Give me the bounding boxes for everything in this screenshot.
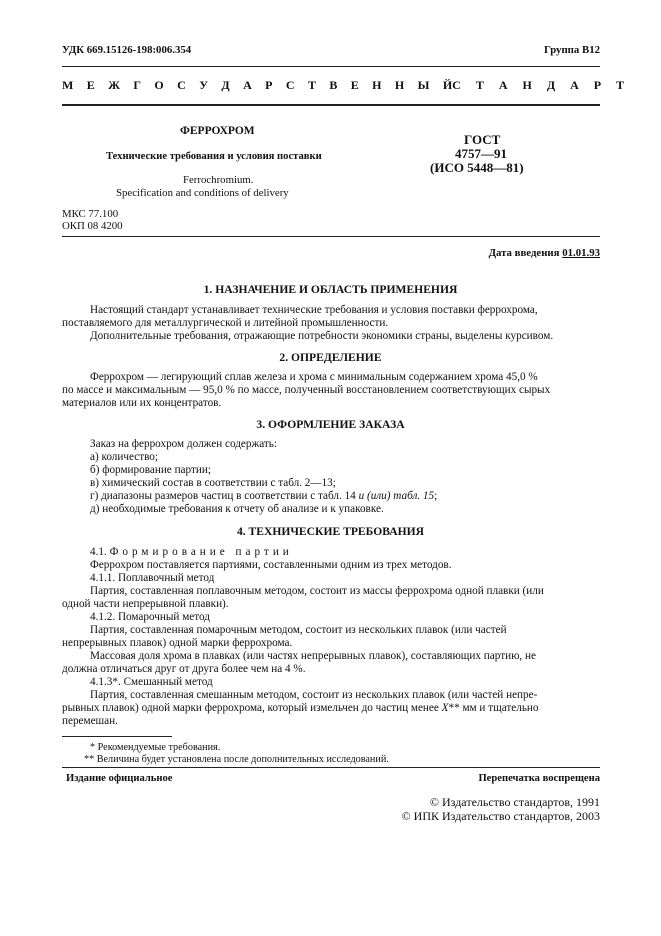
section-3-title: 3. ОФОРМЛЕНИЕ ЗАКАЗА (256, 418, 405, 431)
s4-413-line-2-text: рывных плавок) одной марки феррохрома, который измельчен до частиц менее (62, 702, 442, 714)
banner-letter: Д (546, 78, 556, 92)
banner-letter: В (329, 78, 338, 92)
banner-letter: А (570, 78, 579, 92)
section-4-title: 4. ТЕХНИЧЕСКИЕ ТРЕБОВАНИЯ (236, 525, 425, 538)
banner-letter: Е (350, 78, 359, 92)
s4-413-heading: 4.1.3*. Смешанный метод (90, 676, 213, 688)
banner-letter: Н (372, 78, 382, 92)
title-ru: ФЕРРОХРОМ (180, 125, 255, 137)
banner-letter: Т (616, 78, 625, 92)
title-rule (62, 236, 600, 237)
banner-letter: С (177, 78, 186, 92)
banner-letter: О (154, 78, 164, 92)
s2-paragraph-line-1: Феррохром — легирующий сплав железа и хрома с минимальным содержанием хрома 45,0 % (90, 371, 538, 383)
s2-paragraph-line-3: материалов или их концентратов. (62, 397, 222, 409)
banner-letter: М (62, 78, 74, 92)
s4-411-heading: 4.1.1. Поплавочный метод (90, 572, 215, 584)
footnote-1: * Рекомендуемые требования. (90, 742, 221, 753)
banner-letter: А (498, 78, 508, 92)
mks-code: МКС 77.100 (62, 208, 119, 220)
footnote-rule (62, 736, 172, 737)
subtitle-en: Specification and conditions of delivery (116, 187, 289, 199)
gost-number: 4757—91 (455, 146, 507, 161)
s4-41-text: Феррохром поставляется партиями, составленными одним из трех методов. (90, 559, 452, 571)
banner-letter: Н (394, 78, 405, 92)
s4-41-heading (90, 546, 293, 560)
s4-413-line-1: Партия, составленная смешанным методом, состоит из нескольких плавок (или частей непре- (90, 689, 538, 701)
s3-item-g-text: г) диапазоны размеров частиц в соответствии с табл. 14 (90, 490, 359, 502)
banner-letter: Й (442, 78, 453, 92)
s3-item-g-end: ; (434, 490, 438, 502)
banner-letter: Д (221, 78, 230, 92)
udk-code: УДК 669.15126-198:006.354 (62, 44, 192, 56)
official-edition: Издание официальное (66, 773, 173, 784)
banner-letter: С (285, 78, 295, 92)
okp-code: ОКП 08 4200 (62, 220, 123, 232)
gost-label: ГОСТ (464, 132, 501, 147)
banner-letter: Р (265, 78, 273, 92)
banner-rule (62, 104, 600, 106)
banner-letter: Т (475, 78, 484, 92)
effective-date-value: 01.01.93 (562, 247, 600, 259)
banner-right (452, 79, 624, 93)
s3-item-d: д) необходимые требования к отчету об анализе и к упаковке. (90, 503, 384, 515)
banner-letter: Р (593, 78, 602, 92)
s4-412-line-3: Массовая доля хрома в плавках (или частях непрерывных плавок), составляющих партию, не (90, 650, 536, 662)
iso-number: (ИСО 5448—81) (430, 160, 524, 175)
banner-left (62, 79, 452, 93)
s4-413-line-2-end: ** мм и тщательно (448, 702, 539, 714)
s4-413-line-3: перемешан. (62, 715, 118, 727)
section-1-title: 1. НАЗНАЧЕНИЕ И ОБЛАСТЬ ПРИМЕНЕНИЯ (203, 283, 458, 296)
s4-412-heading: 4.1.2. Помарочный метод (90, 611, 210, 623)
banner-letter: Т (307, 78, 316, 92)
section-2-title: 2. ОПРЕДЕЛЕНИЕ (279, 351, 382, 364)
banner-letter: Н (522, 78, 532, 92)
s4-41-number: 4.1. (90, 546, 107, 558)
banner-letter: А (243, 78, 252, 92)
s3-intro: Заказ на феррохром должен содержать: (90, 438, 277, 450)
reprint-notice: Перепечатка воспрещена (478, 773, 600, 784)
effective-date (489, 247, 600, 261)
banner-letter: Ы (417, 78, 430, 92)
s1-paragraph-line-1: Настоящий стандарт устанавливает технические требования и условия поставки феррохрома, (90, 304, 538, 316)
s1-paragraph-2: Дополнительные требования, отражающие потребности экономики страны, выделены курсивом. (90, 330, 554, 342)
s3-item-g (90, 490, 437, 504)
s1-paragraph-line-2: поставляемого для металлургической и литейной промышленности. (62, 317, 389, 329)
header-rule (62, 66, 600, 67)
s4-412-line-2: непрерывных плавок) одной марки феррохрома. (62, 637, 293, 649)
banner-letter: С (452, 78, 461, 92)
s4-41-label: Формирование партии (109, 546, 293, 558)
footer-rule (62, 767, 600, 768)
s3-item-g-italic: и (или) табл. 15 (358, 490, 435, 502)
s3-item-a: а) количество; (90, 451, 159, 463)
copyright-2: © ИПК Издательство стандартов, 2003 (401, 809, 600, 823)
subtitle-ru: Технические требования и условия поставки (106, 151, 322, 162)
s3-item-v: в) химический состав в соответствии с табл. 2—13; (90, 477, 336, 489)
group-code: Группа В12 (544, 44, 600, 56)
s4-412-line-1: Партия, составленная помарочным методом, состоит из нескольких плавок (или частей (90, 624, 507, 636)
effective-date-label: Дата введения (488, 247, 560, 259)
s2-paragraph-line-2: по массе и максимальным — 95,0 % по массе, полученный восстановлением соответствующих сырых (62, 384, 551, 396)
s4-413-line-2 (62, 702, 539, 716)
s4-411-line-1: Партия, составленная поплавочным методом, состоит из массы феррохрома одной плавки (или (90, 585, 544, 597)
standard-banner (62, 78, 625, 93)
s4-412-line-4: должна отличаться друг от друга более чем на 4 %. (62, 663, 306, 675)
banner-letter: Ж (108, 78, 120, 92)
s3-item-b: б) формирование партии; (90, 464, 211, 476)
title-en: Ferrochromium. (183, 174, 254, 186)
banner-letter: Е (86, 78, 95, 92)
copyright-1: © Издательство стандартов, 1991 (429, 795, 600, 809)
banner-letter: Г (133, 78, 142, 92)
footnote-2: ** Величина будет установлена после дополнительных исследований. (84, 754, 389, 765)
s4-411-line-2: одной части непрерывной плавки). (62, 598, 229, 610)
banner-letter: У (199, 78, 209, 92)
s4-413-variable-x: X (441, 702, 449, 714)
